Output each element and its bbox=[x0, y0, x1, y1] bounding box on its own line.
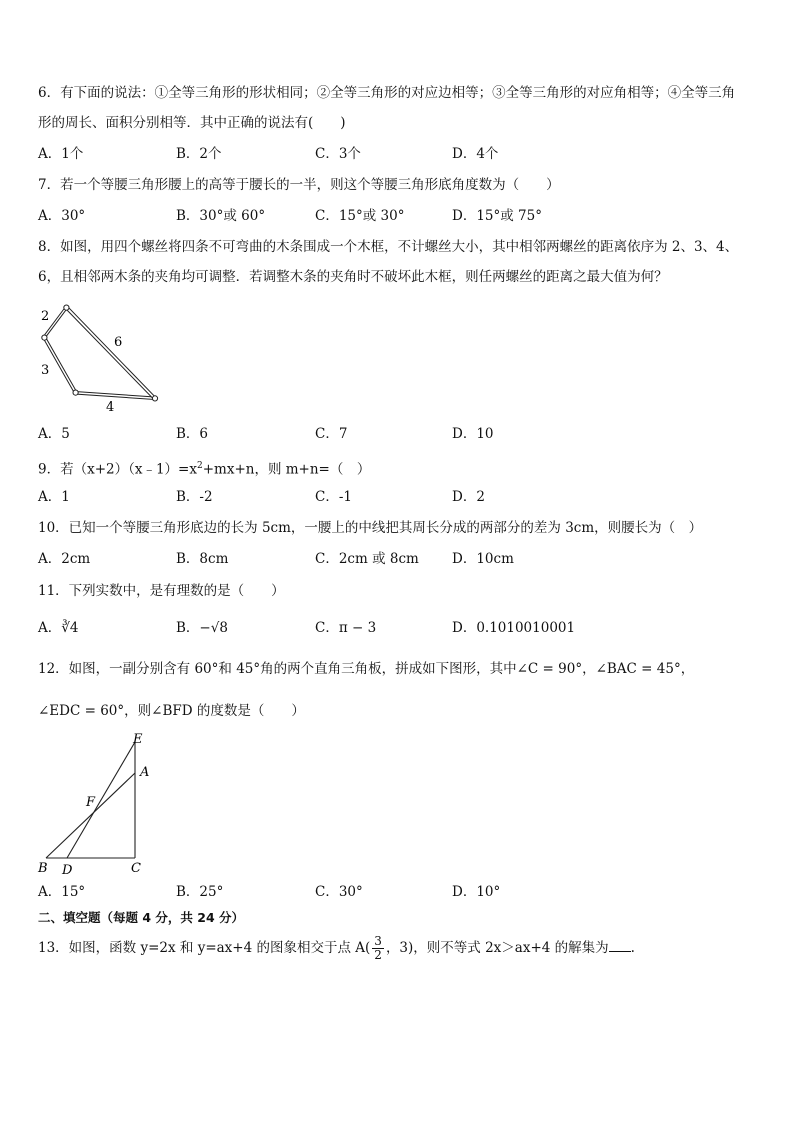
label-F: F bbox=[86, 795, 96, 810]
label-B: B bbox=[38, 861, 48, 876]
q11-option-b: B．−√8 bbox=[176, 620, 228, 636]
q9-option-c: C．-1 bbox=[315, 489, 352, 505]
q6-text-line2: 形的周长、面积分别相等．其中正确的说法有( ) bbox=[38, 115, 346, 131]
q13-text-suffix: ，3)，则不等式 2x＞ax+4 的解集为 bbox=[385, 940, 609, 956]
q11-text: 11．下列实数中，是有理数的是（ ） bbox=[38, 583, 285, 599]
label-D: D bbox=[62, 863, 73, 878]
q13-fraction bbox=[372, 935, 384, 962]
q10-option-b: B．8cm bbox=[176, 551, 229, 567]
q12-triangle-figure bbox=[34, 730, 154, 880]
q6-option-c: C．3个 bbox=[315, 146, 361, 162]
q6-option-b: B．2个 bbox=[176, 146, 222, 162]
segment-ba bbox=[46, 773, 135, 858]
q8-option-c: C．7 bbox=[315, 426, 348, 442]
q6-option-a: A．1个 bbox=[38, 146, 84, 162]
q13-answer-blank[interactable] bbox=[609, 939, 631, 952]
q10-option-d: D．10cm bbox=[452, 551, 514, 567]
label-C: C bbox=[131, 861, 141, 876]
q12-text-line2: ∠EDC = 60°，则∠BFD 的度数是（ ） bbox=[38, 703, 305, 719]
q12-option-c: C．30° bbox=[315, 884, 363, 900]
q11-option-d: D．0.1010010001 bbox=[452, 620, 576, 636]
q12-option-a: A．15° bbox=[38, 884, 86, 900]
q13-text-end: . bbox=[630, 940, 635, 956]
q7-option-b: B．30°或 60° bbox=[176, 208, 266, 224]
q6-option-d: D．4个 bbox=[452, 146, 499, 162]
q8-text-line1: 8．如图，用四个螺丝将四条不可弯曲的木条围成一个木框，不计螺丝大小，其中相邻两螺丝的距离依序为 2、3、4、 bbox=[38, 239, 739, 255]
q9-text-prefix: 9．若（x+2）（x﹣1）=x bbox=[38, 461, 197, 478]
q7-option-d: D．15°或 75° bbox=[452, 208, 542, 224]
q11-option-c: C．π − 3 bbox=[315, 620, 377, 636]
q13-text-prefix: 13．如图，函数 y=2x 和 y=ax+4 的图象相交于点 A( bbox=[38, 940, 371, 956]
q10-text: 10．已知一个等腰三角形底边的长为 5cm，一腰上的中线把其周长分成的两部分的差为 3cm，则腰长为（ ） bbox=[38, 520, 703, 536]
q13-text bbox=[38, 934, 635, 962]
label-2: 2 bbox=[41, 309, 50, 324]
q8-option-d: D．10 bbox=[452, 426, 494, 442]
label-6: 6 bbox=[114, 335, 123, 350]
label-A: A bbox=[140, 765, 150, 780]
q9-option-a: A．1 bbox=[38, 489, 70, 505]
q13-fraction-denominator: 2 bbox=[374, 948, 382, 962]
section-heading-fill-in: 二、填空题（每题 4 分，共 24 分） bbox=[38, 910, 245, 925]
q9-text-suffix: +mx+n，则 m+n=（ ） bbox=[202, 461, 371, 478]
q9-option-b: B．-2 bbox=[176, 489, 213, 505]
segment-de bbox=[67, 742, 135, 858]
q12-option-b: B．25° bbox=[176, 884, 224, 900]
q6-text-line1: 6．有下面的说法：①全等三角形的形状相同；②全等三角形的对应边相等；③全等三角形的对应角相等；④全等三角 bbox=[38, 85, 736, 101]
q8-text-line2: 6，且相邻两木条的夹角均可调整．若调整木条的夹角时不破坏此木框，则任两螺丝的距离之最大值为何？ bbox=[38, 269, 668, 285]
q7-option-a: A．30° bbox=[38, 208, 86, 224]
q9-text bbox=[38, 457, 370, 479]
q12-option-d: D．10° bbox=[452, 884, 501, 900]
q7-option-c: C．15°或 30° bbox=[315, 208, 405, 224]
q10-option-a: A．2cm bbox=[38, 551, 91, 567]
q9-superscript: 2 bbox=[196, 461, 203, 471]
q10-option-c: C．2cm 或 8cm bbox=[315, 551, 419, 567]
q11-option-a: A．∛4 bbox=[38, 620, 79, 636]
q12-text-line1: 12．如图，一副分别含有 60°和 45°角的两个直角三角板，拼成如下图形，其中∠C = 90°，∠BAC = 45°， bbox=[38, 661, 695, 677]
q8-option-a: A．5 bbox=[38, 426, 70, 442]
label-E: E bbox=[133, 732, 143, 747]
q8-wooden-frame-figure bbox=[34, 298, 166, 416]
q8-option-b: B．6 bbox=[176, 426, 209, 442]
label-4: 4 bbox=[106, 400, 115, 415]
frame-sticks bbox=[43, 307, 156, 400]
label-3: 3 bbox=[41, 363, 50, 378]
q13-fraction-numerator: 3 bbox=[374, 934, 382, 948]
q9-option-d: D．2 bbox=[452, 489, 485, 505]
q7-text: 7．若一个等腰三角形腰上的高等于腰长的一半，则这个等腰三角形底角度数为（ ） bbox=[38, 177, 560, 193]
